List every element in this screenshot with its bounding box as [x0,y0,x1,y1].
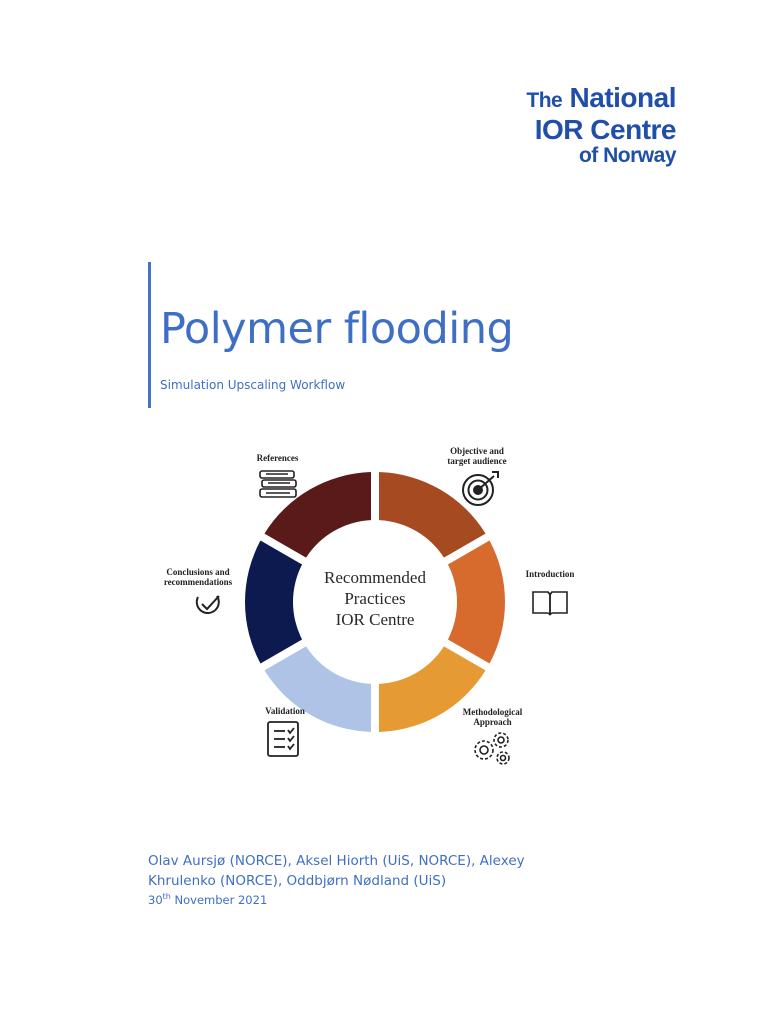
document-subtitle: Simulation Upscaling Workflow [160,378,346,392]
ring-segment-introduction [448,540,505,663]
segment-label-validation: Validation [265,706,305,716]
ring-segment-conclusions [245,540,302,663]
publication-date: 30th November 2021 [148,892,268,907]
segment-label-methodological: Methodological Approach [462,707,523,727]
ior-centre-logo [476,84,676,167]
logo-text-of-norway: of Norway [578,144,676,167]
diagram-center-text: Recommended Practices IOR Centre [324,568,426,629]
open-book-icon [533,592,567,615]
recommended-practices-diagram [140,440,610,780]
authors [148,851,618,891]
ring-segment-references [264,472,371,558]
segment-label-references: References [256,453,299,463]
segment-label-introduction: Introduction [525,569,575,579]
logo-text-national: National [569,82,676,113]
segment-label-conclusions: Conclusions and recommendations [163,567,233,587]
books-stack-icon [260,471,296,497]
segment-label-objective: Objective and target audience [447,446,507,466]
authors-line-1: Olav Aursjø (NORCE), Aksel Hiorth (UiS, NORCE), Alexey [148,853,525,869]
authors-line-2: Khrulenko (NORCE), Oddbjørn Nødland (UiS) [148,873,447,889]
ring-segment-validation [264,646,371,732]
target-icon [463,472,498,505]
document-title: Polymer flooding [160,304,514,354]
gears-icon [475,733,509,764]
logo-text-ior-centre: IOR Centre [534,114,676,145]
checklist-icon [268,722,298,756]
check-cycle-icon [197,596,219,613]
logo-text-the: The [526,89,563,112]
title-accent-bar [148,262,151,408]
